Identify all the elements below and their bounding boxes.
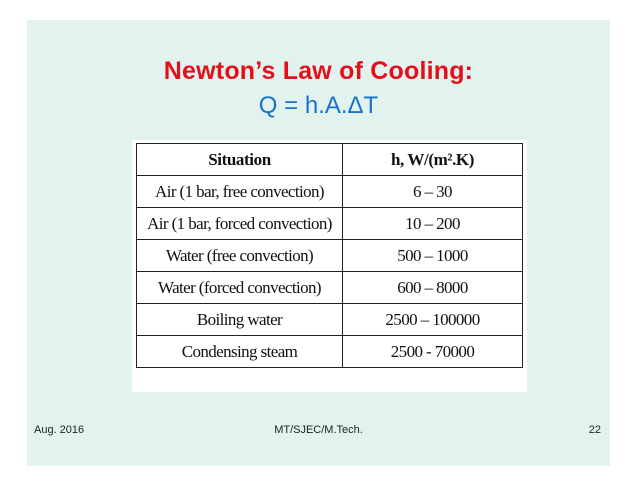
- h-value-cell: 500 – 1000: [343, 240, 523, 272]
- situation-cell: Water (forced convection): [137, 272, 343, 304]
- table-row: [137, 336, 523, 368]
- heat-transfer-coefficient-table: [136, 143, 523, 368]
- table-row: [137, 176, 523, 208]
- table-row: [137, 240, 523, 272]
- slide: [27, 20, 610, 466]
- table-header-row: [137, 144, 523, 176]
- footer-source: MT/SJEC/M.Tech.: [274, 424, 363, 436]
- situation-cell: Boiling water: [137, 304, 343, 336]
- table-row: [137, 304, 523, 336]
- formula: Q = h.A.ΔT: [258, 92, 379, 119]
- table-row: [137, 208, 523, 240]
- h-value-cell: 2500 – 100000: [343, 304, 523, 336]
- situation-cell: Air (1 bar, free convection): [137, 176, 343, 208]
- situation-cell: Air (1 bar, forced convection): [137, 208, 343, 240]
- footer-date: Aug. 2016: [34, 424, 85, 436]
- h-value-cell: 2500 - 70000: [343, 336, 523, 368]
- situation-cell: Condensing steam: [137, 336, 343, 368]
- coefficient-table-container: [132, 140, 527, 392]
- footer-page-number: 22: [588, 424, 601, 436]
- table-row: [137, 272, 523, 304]
- header-h-value: h, W/(m².K): [343, 144, 523, 176]
- h-value-cell: 6 – 30: [343, 176, 523, 208]
- h-value-cell: 10 – 200: [343, 208, 523, 240]
- h-value-cell: 600 – 8000: [343, 272, 523, 304]
- header-situation: Situation: [137, 144, 343, 176]
- situation-cell: Water (free convection): [137, 240, 343, 272]
- slide-title: Newton’s Law of Cooling:: [163, 57, 474, 85]
